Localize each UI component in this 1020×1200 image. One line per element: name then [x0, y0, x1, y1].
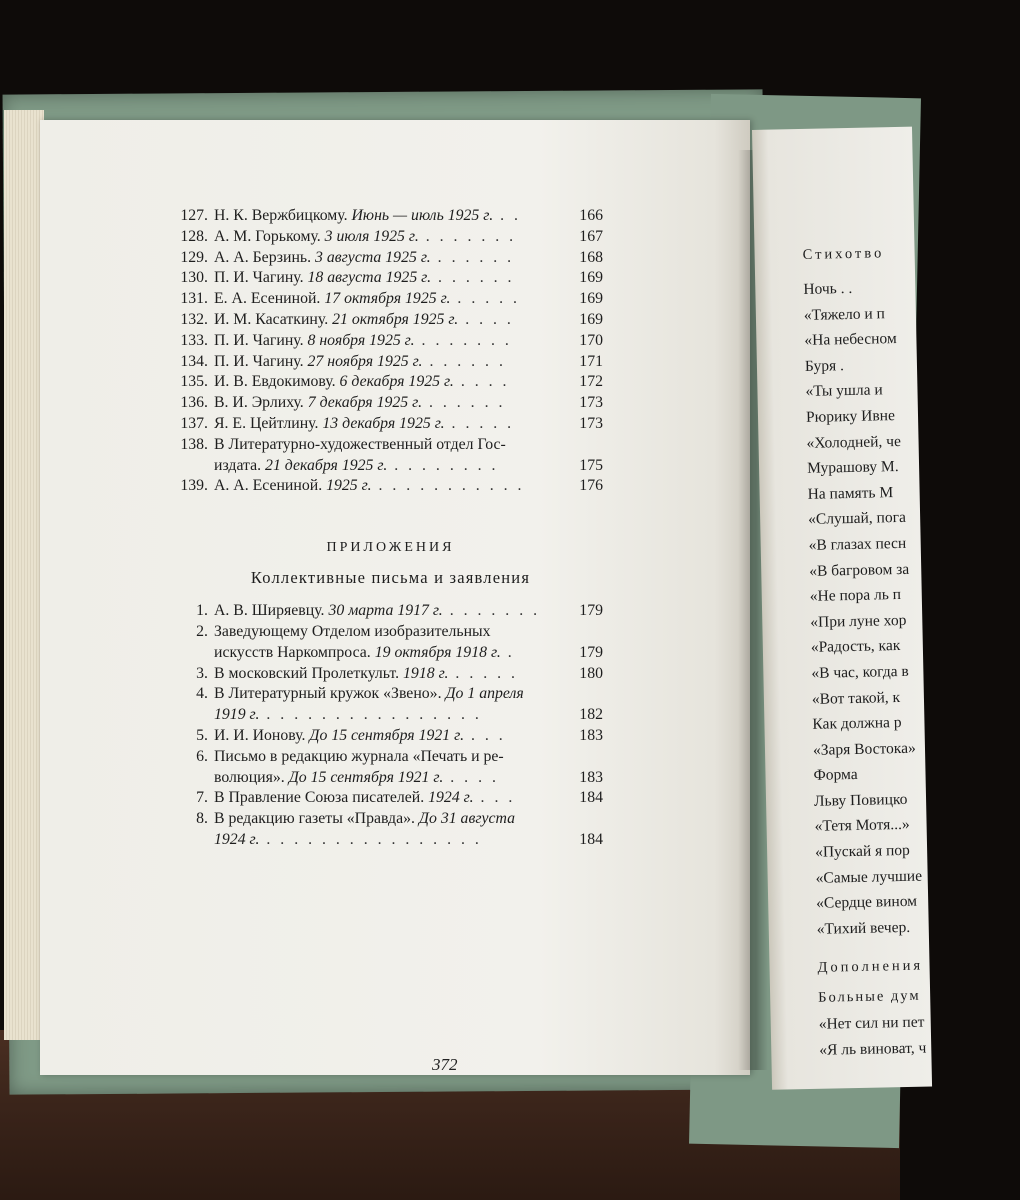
leader-dots: . . . . . . . . . . . . . . . .: [259, 830, 482, 848]
right-page-entry: «На небесном: [804, 330, 897, 350]
right-page-subheading: Дополнения: [817, 958, 924, 977]
leader-dots: . . . . . . .: [414, 331, 512, 349]
entry-number: 5.: [196, 726, 208, 744]
entry-title: [214, 789, 569, 807]
toc-entry: [178, 685, 603, 706]
toc-entry: [178, 602, 603, 623]
page-number: 372: [432, 1055, 458, 1074]
entry-date: 8 ноября 1925 г.: [303, 331, 415, 349]
right-page-entry: На память М: [807, 483, 894, 503]
leader-dots: . . . . .: [448, 664, 518, 682]
entry-title: [214, 228, 569, 246]
entry-number: 134.: [180, 352, 208, 370]
entry-title: [214, 831, 569, 849]
toc-entry: [178, 249, 603, 270]
entry-recipient: издата.: [214, 456, 262, 474]
entry-title: [214, 373, 569, 391]
entry-recipient: П. И. Чагину.: [214, 331, 304, 349]
right-page-entry: «Не пора ль п: [809, 586, 902, 606]
leader-dots: . . . . . .: [430, 248, 515, 266]
entry-recipient: Письмо в редакцию журнала «Печать и ре-: [214, 747, 504, 765]
entry-recipient: В Литературный кружок «Звено».: [214, 685, 442, 703]
entry-date: 3 июля 1925 г.: [320, 227, 419, 245]
right-page-entry: Ночь . .: [803, 279, 853, 298]
entry-title: [214, 436, 569, 454]
entry-number: 4.: [196, 685, 208, 703]
entry-title: [214, 685, 569, 703]
section-title: ПРИЛОЖЕНИЯ: [326, 540, 455, 556]
right-page-heading: Стихотво: [802, 245, 885, 263]
entry-date: 13 декабря 1925 г.: [318, 414, 445, 432]
toc-entry: [178, 311, 603, 332]
entry-recipient: В редакцию газеты «Правда».: [214, 810, 415, 828]
entry-recipient: И. И. Ионову.: [214, 726, 306, 744]
entry-title: [214, 311, 569, 329]
entry-page-number: 169: [579, 290, 603, 308]
entry-number: 139.: [180, 477, 208, 495]
right-page-entry: Льву Повицко: [813, 790, 908, 810]
entry-title: [214, 810, 569, 828]
toc-entry: [178, 457, 603, 478]
entry-date: 1924 г.: [424, 789, 474, 807]
leader-dots: . . . . . .: [422, 352, 506, 370]
toc-entry: [178, 228, 603, 249]
entry-title: [214, 706, 569, 724]
toc-entry: [178, 623, 603, 644]
entry-page-number: 184: [579, 789, 603, 807]
entry-date: 21 декабря 1925 г.: [261, 456, 388, 474]
entry-date: 27 ноября 1925 г.: [303, 352, 423, 370]
entry-page-number: 182: [579, 706, 603, 724]
right-page-entry: «Сердце вином: [816, 892, 918, 913]
entry-recipient: А. А. Есениной.: [214, 477, 323, 495]
entry-title: [214, 457, 569, 475]
entry-title: [214, 394, 569, 412]
entry-page-number: 184: [579, 830, 603, 848]
entry-number: 8.: [196, 810, 208, 828]
right-page-entry: «Тяжело и п: [803, 304, 886, 324]
leader-dots: . . . . . . . . . . . . . . . .: [259, 706, 482, 724]
toc-entry: [178, 727, 603, 748]
entry-page-number: 166: [579, 207, 603, 224]
entry-recipient: А. М. Горькому.: [214, 227, 321, 245]
toc-entry: [178, 207, 603, 228]
entry-date: До 15 сентября 1921 г.: [305, 726, 465, 744]
entry-date: До 15 сентября 1921 г.: [284, 768, 444, 786]
toc-entry: [178, 789, 603, 810]
toc-entry: [178, 831, 603, 852]
entry-page-number: 179: [579, 602, 603, 620]
toc-entry: [178, 477, 603, 498]
entry-page-number: 170: [579, 331, 603, 349]
entry-date: 1918 г.: [399, 664, 449, 682]
entry-number: 133.: [180, 331, 208, 349]
right-page-entry: «Холодней, че: [806, 432, 902, 452]
right-page-entry: «Слушай, пога: [807, 509, 907, 529]
right-page-entry: Рюрику Ивне: [805, 407, 896, 426]
right-page-entry: «Вот такой, к: [811, 688, 901, 708]
entry-page-number: 175: [579, 456, 603, 474]
entry-recipient: искусств Наркомпроса.: [214, 643, 371, 661]
entry-date: До 31 августа: [414, 810, 516, 828]
entry-recipient: В Литературно-художественный отдел Гос-: [214, 435, 506, 453]
entry-date: Июнь — июль 1925 г.: [347, 207, 494, 224]
entry-date: 30 марта 1917 г.: [324, 602, 443, 620]
entry-title: [214, 415, 569, 433]
entry-page-number: 179: [579, 643, 603, 661]
entry-title: [214, 727, 569, 745]
entry-number: 132.: [180, 310, 208, 328]
toc-entry: [178, 748, 603, 769]
toc-entry: [178, 644, 603, 665]
leader-dots: . . .: [473, 789, 516, 807]
entry-date: 1919 г.: [214, 706, 260, 724]
entry-title: [214, 249, 569, 267]
entry-recipient: Н. К. Вержбицкому.: [214, 207, 348, 224]
entry-page-number: 180: [579, 664, 603, 682]
toc-entry: [178, 373, 603, 394]
leader-dots: . . .: [464, 726, 506, 744]
entry-number: 135.: [180, 373, 208, 391]
leader-dots: . . . . . .: [422, 394, 506, 412]
entry-page-number: 169: [579, 310, 603, 328]
right-page-entry: «Радость, как: [810, 637, 901, 657]
entry-date: 19 октября 1918 г.: [370, 643, 501, 661]
entry-date: 17 октября 1925 г.: [320, 290, 451, 308]
left-page: [40, 120, 750, 1075]
toc-entry: [178, 769, 603, 790]
leader-dots: .: [500, 643, 515, 661]
right-page-entry: Как должна р: [812, 714, 902, 733]
entry-date: 3 августа 1925 г.: [311, 248, 431, 266]
right-page: [752, 127, 932, 1090]
leader-dots: . . . .: [458, 310, 514, 328]
entry-title: [214, 644, 569, 662]
entry-recipient: И. М. Касаткину.: [214, 310, 329, 328]
entry-date: 7 декабря 1925 г.: [303, 394, 423, 412]
right-page-entry: «В час, когда в: [811, 662, 909, 682]
right-page-entry: «Заря Востока»: [812, 739, 916, 759]
toc-entry: [178, 810, 603, 831]
toc-entry: [178, 290, 603, 311]
entry-number: 136.: [180, 394, 208, 412]
entry-number: 7.: [196, 789, 208, 807]
entry-title: [214, 769, 569, 787]
leader-dots: . . . . . . .: [418, 227, 517, 245]
entry-page-number: 176: [579, 477, 603, 495]
entry-recipient: П. И. Чагину.: [214, 269, 304, 287]
entry-page-number: 169: [579, 269, 603, 287]
entry-recipient: волюция».: [214, 768, 285, 786]
entry-number: 3.: [196, 664, 208, 682]
toc-entry: [178, 706, 603, 727]
right-page-entry: «В багровом за: [809, 560, 910, 580]
entry-recipient: И. В. Евдокимову.: [214, 373, 336, 391]
toc-entry: [178, 665, 603, 686]
right-page-entry: «Самые лучшие: [815, 867, 923, 887]
entry-number: 130.: [180, 269, 208, 287]
entry-title: [214, 623, 569, 641]
page-edges: [4, 110, 44, 1040]
toc-entry: [178, 415, 603, 436]
subsection-title: Коллективные письма и заявления: [250, 568, 531, 588]
leader-dots: . . . . .: [450, 290, 520, 308]
entry-date: 21 октября 1925 г.: [328, 310, 459, 328]
entry-number: 6.: [196, 747, 208, 765]
entry-page-number: 173: [579, 394, 603, 412]
toc-entry: [178, 269, 603, 290]
right-page-contents: [802, 243, 1019, 1068]
entry-title: [214, 269, 569, 287]
leader-dots: . . . . .: [444, 414, 515, 432]
entry-recipient: Я. Е. Цейтлину.: [214, 414, 319, 432]
entry-page-number: 168: [579, 248, 603, 266]
entry-date: 18 августа 1925 г.: [303, 269, 432, 287]
right-page-entry: «Ты ушла и: [805, 381, 883, 401]
entry-number: 2.: [196, 622, 208, 640]
entry-title: [214, 477, 569, 495]
right-page-entry: «Я ль виноват, ч: [819, 1039, 927, 1059]
right-page-entry: «Нет сил ни пет: [818, 1014, 925, 1034]
right-page-entry: «Пускай я пор: [814, 841, 911, 861]
entry-date: 6 декабря 1925 г.: [335, 373, 454, 391]
entry-title: [214, 748, 569, 766]
entry-number: 127.: [180, 207, 208, 224]
entry-page-number: 183: [579, 726, 603, 744]
table-of-contents: [178, 207, 603, 852]
right-page-entry: Форма: [813, 766, 858, 785]
entry-number: 137.: [180, 414, 208, 432]
entry-recipient: В московский Пролеткульт.: [214, 664, 400, 682]
entry-date: До 1 апреля: [441, 685, 524, 703]
entry-recipient: Е. А. Есениной.: [214, 290, 321, 308]
right-page-entry: «Тетя Мотя...»: [814, 816, 910, 836]
entry-number: 138.: [180, 435, 208, 453]
entry-page-number: 173: [579, 414, 603, 432]
leader-dots: . . . . . . . . . . .: [371, 477, 525, 495]
leader-dots: . . . . . . .: [442, 602, 541, 620]
entry-page-number: 171: [579, 352, 603, 370]
entry-title: [214, 602, 569, 620]
leader-dots: . . . .: [443, 768, 499, 786]
entry-title: [214, 353, 569, 371]
toc-entry: [178, 353, 603, 374]
toc-entry: [178, 332, 603, 353]
right-page-entry: Буря .: [804, 356, 845, 375]
entry-title: [214, 290, 569, 308]
entry-number: 131.: [180, 290, 208, 308]
entry-page-number: 172: [579, 373, 603, 391]
entry-date: 1925 г.: [322, 477, 372, 495]
leader-dots: . . . .: [453, 373, 510, 391]
right-page-entry: «В глазах песн: [808, 534, 907, 554]
entry-recipient: В. И. Эрлиху.: [214, 394, 304, 412]
entry-recipient: П. И. Чагину.: [214, 352, 304, 370]
entry-recipient: Заведующему Отделом изобразительных: [214, 622, 491, 640]
right-page-entry: «При луне хор: [810, 611, 907, 631]
entry-date: 1924 г.: [214, 830, 260, 848]
entry-number: 128.: [180, 227, 208, 245]
toc-entry: [178, 394, 603, 415]
leader-dots: . .: [493, 207, 521, 224]
leader-dots: . . . . . .: [431, 269, 515, 287]
toc-entry: [178, 436, 603, 457]
right-page-entry: «Тихий вечер.: [816, 918, 911, 938]
entry-number: 129.: [180, 248, 208, 266]
right-page-entry: Мурашову М.: [806, 458, 899, 478]
entry-number: 1.: [196, 602, 208, 620]
entry-page-number: 167: [579, 227, 603, 245]
entry-title: [214, 665, 569, 683]
entry-recipient: А. А. Берзинь.: [214, 248, 312, 266]
entry-recipient: А. В. Ширяевцу.: [214, 602, 325, 620]
entry-recipient: В Правление Союза писателей.: [214, 789, 425, 807]
right-page-subheading-2: Больные дум: [818, 988, 921, 1007]
leader-dots: . . . . . . . .: [387, 456, 499, 474]
entry-page-number: 183: [579, 768, 603, 786]
entry-title: [214, 332, 569, 350]
entry-title: [214, 207, 569, 225]
